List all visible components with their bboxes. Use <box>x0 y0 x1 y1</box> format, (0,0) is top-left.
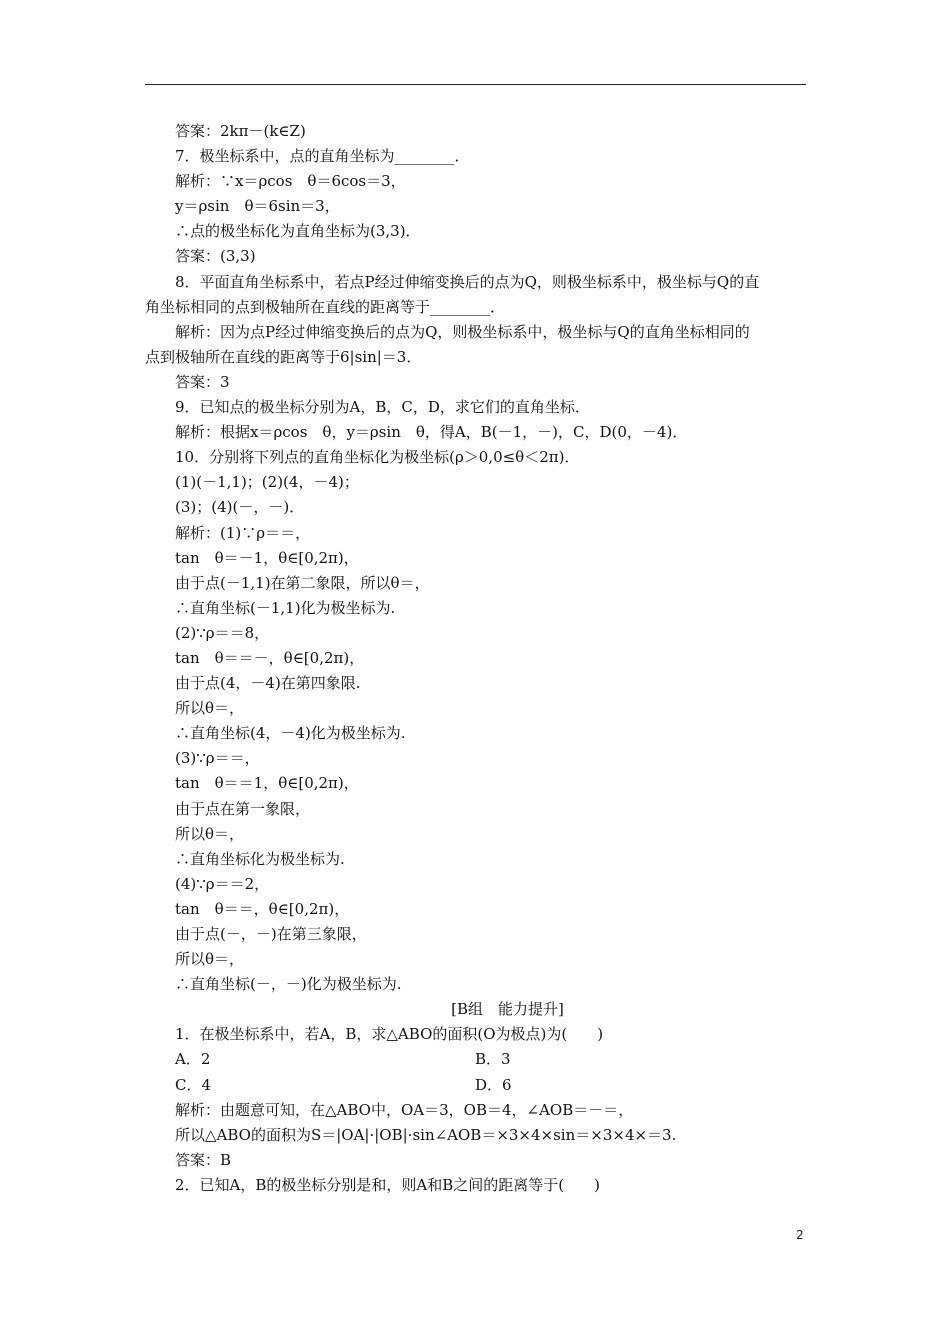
text-line: tan θ＝－1，θ∈[0,2π)， <box>175 548 359 567</box>
text-line: ∴直角坐标化为极坐标为. <box>175 849 345 868</box>
choice-option: B．3 <box>475 1050 511 1069</box>
text-line: ∴直角坐标(－，－)化为极坐标为. <box>175 975 402 994</box>
text-line: 8．平面直角坐标系中，若点P经过伸缩变换后的点为Q，则极坐标系中，极坐标与Q的直 <box>175 272 760 291</box>
text-line: 解析：因为点P经过伸缩变换后的点为Q，则极坐标系中，极坐标与Q的直角坐标相同的 <box>175 322 750 341</box>
text-line <box>145 1073 810 1098</box>
text-line <box>145 1047 810 1072</box>
text-line: 1．在极坐标系中，若A，B，求△ABO的面积(O为极点)为( ) <box>175 1025 604 1044</box>
text-line: 7．极坐标系中，点的直角坐标为________． <box>175 147 470 166</box>
text-line: [B组 能力提升] <box>451 1000 564 1019</box>
text-line: 所以θ＝， <box>175 699 245 718</box>
text-line: 所以△ABO的面积为S＝|OA|·|OB|·sin∠AOB＝×3×4×sin＝×3×4×＝3. <box>175 1125 677 1144</box>
text-line: 答案：B <box>175 1150 232 1169</box>
choice-option: D．6 <box>475 1075 512 1094</box>
text-line: (4)∵ρ＝＝2， <box>175 874 270 893</box>
text-line: (2)∵ρ＝＝8， <box>175 623 270 642</box>
text-line: 解析：由题意可知，在△ABO中，OA＝3，OB＝4，∠AOB＝－＝， <box>175 1100 634 1119</box>
text-line: 解析：根据x＝ρcos θ，y＝ρsin θ，得A，B(－1，－)，C，D(0，－4)． <box>175 423 688 442</box>
text-line: 答案：(3,3) <box>175 247 256 266</box>
text-line: 9．已知点的极坐标分别为A，B，C，D，求它们的直角坐标． <box>175 398 590 417</box>
choice-option: A．2 <box>175 1050 211 1069</box>
text-line: 所以θ＝， <box>175 950 245 969</box>
text-line: 由于点(－，－)在第三象限， <box>175 925 367 943</box>
text-line: 答案：3 <box>175 372 230 391</box>
text-line: 由于点(4，－4)在第四象限. <box>175 674 361 693</box>
text-line: y＝ρsin θ＝6sin＝3， <box>175 197 340 216</box>
text-line: 角坐标相同的点到极轴所在直线的距离等于________． <box>145 297 506 316</box>
text-line: 10．分别将下列点的直角坐标化为极坐标(ρ＞0,0≤θ＜2π)． <box>175 448 580 467</box>
text-line: 由于点(－1,1)在第二象限，所以θ＝， <box>175 573 430 592</box>
text-line: (3)；(4)(－，－)． <box>175 498 305 517</box>
text-line: 由于点在第一象限， <box>175 799 311 818</box>
text-line: ∴点的极坐标化为直角坐标为(3,3)． <box>175 222 421 241</box>
text-line: tan θ＝＝1，θ∈[0,2π)， <box>175 774 359 793</box>
text-line: (1)(－1,1)；(2)(4，－4)； <box>175 473 359 492</box>
text-line: tan θ＝＝，θ∈[0,2π)， <box>175 899 350 918</box>
text-line: ∴直角坐标(－1,1)化为极坐标为. <box>175 598 396 617</box>
text-line: 解析：(1)∵ρ＝＝， <box>175 523 311 542</box>
text-line: (3)∵ρ＝＝， <box>175 749 260 768</box>
text-line: 解析：∵x＝ρcos θ＝6cos＝3， <box>175 172 406 191</box>
text-line: ∴直角坐标(4，－4)化为极坐标为. <box>175 724 406 743</box>
text-line: tan θ＝＝－，θ∈[0,2π)， <box>175 648 365 667</box>
choice-option: C．4 <box>175 1075 212 1094</box>
text-line: 点到极轴所在直线的距离等于6|sin|＝3． <box>145 347 422 366</box>
header-rule <box>145 84 806 85</box>
text-line: 答案：2kπ－(k∈Z) <box>175 122 306 140</box>
document-body <box>145 119 810 1198</box>
text-line: 2．已知A，B的极坐标分别是和，则A和B之间的距离等于( ) <box>175 1175 600 1194</box>
text-line: 所以θ＝， <box>175 824 245 843</box>
page-number: 2 <box>796 1228 804 1242</box>
